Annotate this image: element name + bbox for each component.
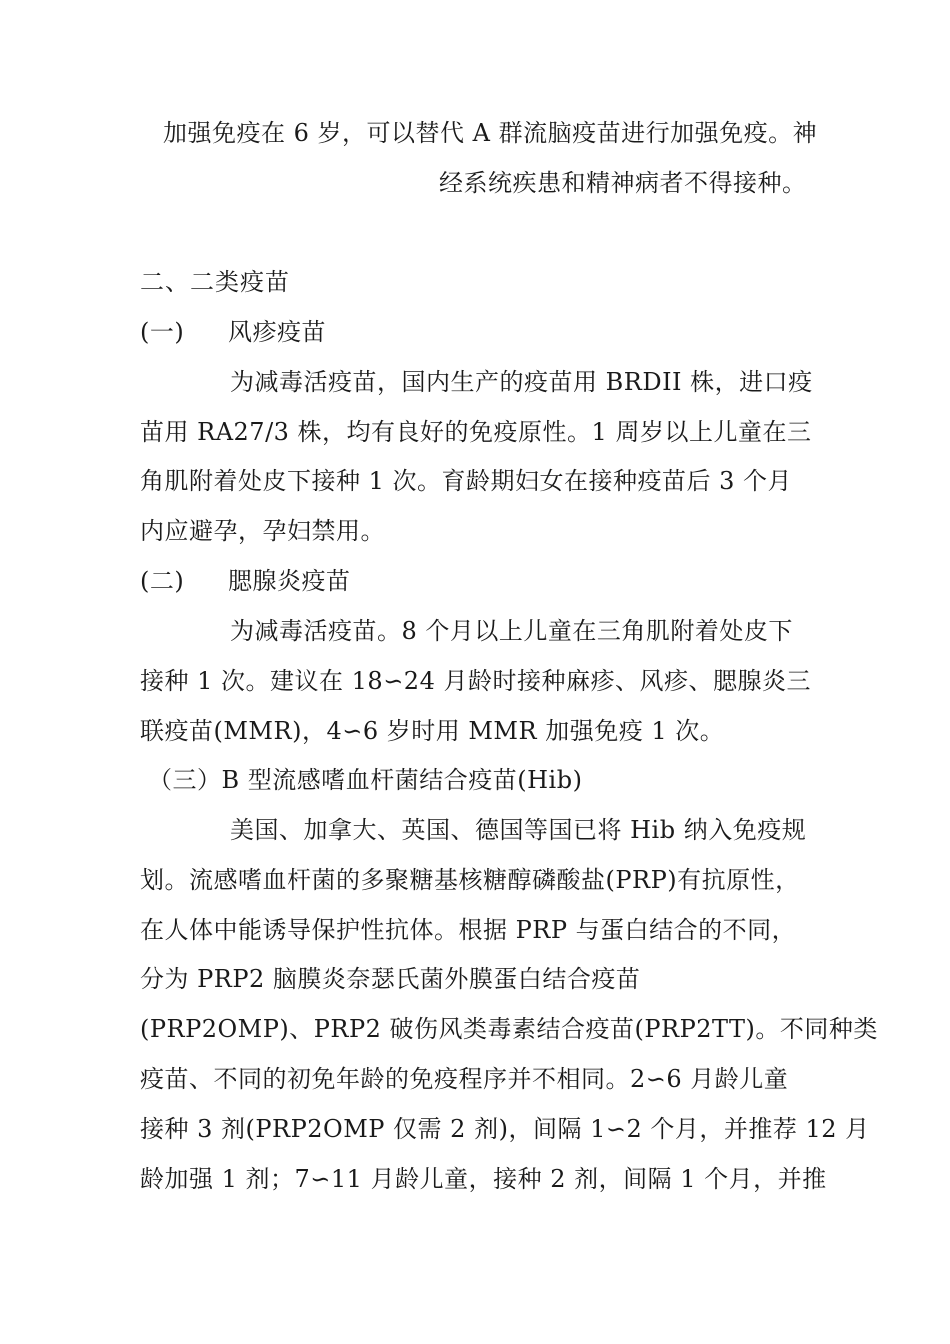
- rubella-line-3: 角肌附着处皮下接种 1 次。育龄期妇女在接种疫苗后 3 个月: [140, 467, 793, 495]
- section-heading: 二、二类疫苗: [140, 268, 290, 296]
- mumps-title: 腮腺炎疫苗: [228, 567, 351, 595]
- hib-line-6: 疫苗、不同的初免年龄的免疫程序并不相同。2∽6 月龄儿童: [140, 1065, 789, 1093]
- hib-line-3: 在人体中能诱导保护性抗体。根据 PRP 与蛋白结合的不同，: [140, 916, 797, 944]
- hib-heading: （三）B 型流感嗜血杆菌结合疫苗(Hib): [148, 766, 583, 794]
- rubella-number: (一): [140, 318, 185, 346]
- intro-line-1: 加强免疫在 6 岁，可以替代 A 群流脑疫苗进行加强免疫。神: [163, 119, 818, 147]
- rubella-line-4: 内应避孕，孕妇禁用。: [140, 517, 385, 545]
- intro-line-2: 经系统疾患和精神病者不得接种。: [439, 169, 807, 197]
- hib-line-5: (PRP2OMP)、PRP2 破伤风类毒素结合疫苗(PRP2TT)。不同种类: [140, 1015, 878, 1043]
- hib-line-2: 划。流感嗜血杆菌的多聚糖基核糖醇磷酸盐(PRP)有抗原性，: [140, 866, 800, 894]
- rubella-title: 风疹疫苗: [228, 318, 326, 346]
- rubella-line-2: 苗用 RA27/3 株，均有良好的免疫原性。1 周岁以上儿童在三: [140, 418, 812, 446]
- mumps-line-2: 接种 1 次。建议在 18∽24 月龄时接种麻疹、风疹、腮腺炎三: [140, 667, 811, 695]
- hib-line-7: 接种 3 剂(PRP2OMP 仅需 2 剂)，间隔 1∽2 个月，并推荐 12 月: [140, 1115, 870, 1143]
- hib-line-4: 分为 PRP2 脑膜炎奈瑟氏菌外膜蛋白结合疫苗: [140, 965, 641, 993]
- mumps-line-3: 联疫苗(MMR)，4∽6 岁时用 MMR 加强免疫 1 次。: [140, 717, 725, 745]
- rubella-line-1: 为减毒活疫苗，国内生产的疫苗用 BRDII 株，进口疫: [230, 368, 813, 396]
- mumps-heading: [140, 566, 351, 596]
- mumps-number: (二): [140, 567, 185, 595]
- hib-line-1: 美国、加拿大、英国、德国等国已将 Hib 纳入免疫规: [230, 816, 807, 844]
- mumps-line-1: 为减毒活疫苗。8 个月以上儿童在三角肌附着处皮下: [230, 617, 793, 645]
- rubella-heading: [140, 317, 326, 347]
- hib-line-8: 龄加强 1 剂；7∽11 月龄儿童，接种 2 剂，间隔 1 个月，并推: [140, 1165, 827, 1193]
